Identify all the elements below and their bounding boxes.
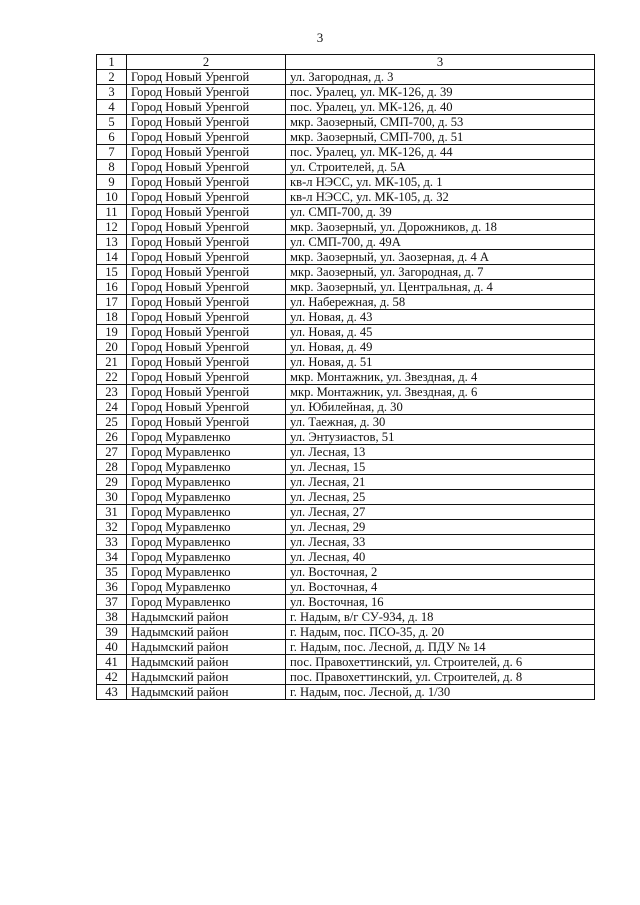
table-row [97,70,595,85]
row-number-cell: 28 [97,460,127,475]
address-cell: ул. Восточная, 2 [286,565,595,580]
address-cell: ул. Таежная, д. 30 [286,415,595,430]
address-cell: ул. Лесная, 27 [286,505,595,520]
page-number: 3 [316,30,324,45]
row-number-cell: 27 [97,445,127,460]
row-number-cell: 8 [97,160,127,175]
district-cell: Надымский район [127,640,286,655]
header-col-2: 2 [127,55,286,70]
row-number-cell: 13 [97,235,127,250]
row-number-cell: 37 [97,595,127,610]
address-cell: ул. Восточная, 16 [286,595,595,610]
address-cell: ул. Юбилейная, д. 30 [286,400,595,415]
row-number-cell: 19 [97,325,127,340]
row-number-cell: 24 [97,400,127,415]
address-cell: мкр. Заозерный, ул. Дорожников, д. 18 [286,220,595,235]
district-cell: Город Новый Уренгой [127,250,286,265]
district-cell: Город Новый Уренгой [127,115,286,130]
district-cell: Город Новый Уренгой [127,235,286,250]
address-cell: г. Надым, пос. Лесной, д. ПДУ № 14 [286,640,595,655]
table-row [97,685,595,700]
row-number-cell: 9 [97,175,127,190]
table-row [97,100,595,115]
address-cell: ул. СМП-700, д. 39 [286,205,595,220]
table-row [97,85,595,100]
address-cell: пос. Уралец, ул. МК-126, д. 40 [286,100,595,115]
table-row [97,115,595,130]
table-row [97,445,595,460]
row-number-cell: 14 [97,250,127,265]
district-cell: Город Новый Уренгой [127,100,286,115]
address-cell: пос. Уралец, ул. МК-126, д. 39 [286,85,595,100]
row-number-cell: 41 [97,655,127,670]
district-cell: Город Новый Уренгой [127,415,286,430]
row-number-cell: 7 [97,145,127,160]
row-number-cell: 15 [97,265,127,280]
district-cell: Город Новый Уренгой [127,145,286,160]
address-cell: ул. Новая, д. 45 [286,325,595,340]
row-number-cell: 12 [97,220,127,235]
table-row [97,535,595,550]
table-row [97,310,595,325]
row-number-cell: 33 [97,535,127,550]
table-row [97,670,595,685]
table-row [97,130,595,145]
table-row [97,235,595,250]
address-cell: ул. Лесная, 33 [286,535,595,550]
address-cell: ул. Лесная, 13 [286,445,595,460]
table-row [97,385,595,400]
table-row [97,220,595,235]
row-number-cell: 18 [97,310,127,325]
row-number-cell: 23 [97,385,127,400]
row-number-cell: 39 [97,625,127,640]
address-cell: ул. Лесная, 40 [286,550,595,565]
table-row [97,340,595,355]
table-row [97,400,595,415]
district-cell: Город Муравленко [127,490,286,505]
row-number-cell: 25 [97,415,127,430]
header-col-3: 3 [286,55,595,70]
address-cell: ул. Лесная, 29 [286,520,595,535]
district-cell: Город Новый Уренгой [127,265,286,280]
address-cell: мкр. Заозерный, ул. Заозерная, д. 4 А [286,250,595,265]
table-row [97,190,595,205]
district-cell: Город Новый Уренгой [127,355,286,370]
table-row [97,280,595,295]
table-row [97,550,595,565]
table-row [97,370,595,385]
address-cell: ул. Лесная, 25 [286,490,595,505]
district-cell: Город Муравленко [127,550,286,565]
table-row [97,415,595,430]
address-cell: мкр. Заозерный, ул. Центральная, д. 4 [286,280,595,295]
row-number-cell: 40 [97,640,127,655]
district-cell: Надымский район [127,655,286,670]
row-number-cell: 35 [97,565,127,580]
address-cell: г. Надым, пос. ПСО-35, д. 20 [286,625,595,640]
district-cell: Город Новый Уренгой [127,220,286,235]
table-row [97,475,595,490]
district-cell: Город Новый Уренгой [127,340,286,355]
header-row [97,55,595,70]
district-cell: Город Муравленко [127,595,286,610]
row-number-cell: 43 [97,685,127,700]
table-row [97,355,595,370]
address-cell: мкр. Заозерный, СМП-700, д. 51 [286,130,595,145]
address-cell: ул. СМП-700, д. 49А [286,235,595,250]
district-cell: Город Муравленко [127,460,286,475]
district-cell: Надымский район [127,625,286,640]
address-table [96,54,595,700]
address-cell: мкр. Заозерный, СМП-700, д. 53 [286,115,595,130]
row-number-cell: 31 [97,505,127,520]
table-row [97,520,595,535]
table-row [97,250,595,265]
address-cell: мкр. Монтажник, ул. Звездная, д. 4 [286,370,595,385]
address-cell: пос. Правохеттинский, ул. Строителей, д. 6 [286,655,595,670]
row-number-cell: 16 [97,280,127,295]
table-row [97,490,595,505]
table-row [97,145,595,160]
table-row [97,640,595,655]
row-number-cell: 5 [97,115,127,130]
address-cell: кв-л НЭСС, ул. МК-105, д. 1 [286,175,595,190]
district-cell: Город Новый Уренгой [127,370,286,385]
row-number-cell: 32 [97,520,127,535]
table-row [97,625,595,640]
table-row [97,505,595,520]
district-cell: Надымский район [127,685,286,700]
district-cell: Город Муравленко [127,565,286,580]
district-cell: Город Новый Уренгой [127,130,286,145]
table-row [97,175,595,190]
district-cell: Город Муравленко [127,535,286,550]
district-cell: Город Муравленко [127,475,286,490]
table-row [97,325,595,340]
table-row [97,265,595,280]
district-cell: Город Новый Уренгой [127,175,286,190]
row-number-cell: 38 [97,610,127,625]
row-number-cell: 10 [97,190,127,205]
address-cell: ул. Новая, д. 51 [286,355,595,370]
district-cell: Город Муравленко [127,520,286,535]
address-cell: ул. Новая, д. 43 [286,310,595,325]
address-cell: ул. Лесная, 15 [286,460,595,475]
address-cell: кв-л НЭСС, ул. МК-105, д. 32 [286,190,595,205]
district-cell: Город Муравленко [127,430,286,445]
district-cell: Надымский район [127,670,286,685]
district-cell: Город Новый Уренгой [127,385,286,400]
table-header [97,55,595,70]
address-cell: ул. Новая, д. 49 [286,340,595,355]
table-row [97,580,595,595]
row-number-cell: 2 [97,70,127,85]
row-number-cell: 6 [97,130,127,145]
row-number-cell: 20 [97,340,127,355]
row-number-cell: 30 [97,490,127,505]
address-cell: ул. Восточная, 4 [286,580,595,595]
district-cell: Город Муравленко [127,505,286,520]
row-number-cell: 22 [97,370,127,385]
row-number-cell: 36 [97,580,127,595]
table-body [97,70,595,700]
district-cell: Город Новый Уренгой [127,325,286,340]
address-cell: пос. Правохеттинский, ул. Строителей, д. 8 [286,670,595,685]
district-cell: Город Новый Уренгой [127,400,286,415]
header-col-1: 1 [97,55,127,70]
address-cell: мкр. Заозерный, ул. Загородная, д. 7 [286,265,595,280]
district-cell: Город Новый Уренгой [127,280,286,295]
address-cell: г. Надым, в/г СУ-934, д. 18 [286,610,595,625]
table-row [97,295,595,310]
district-cell: Город Муравленко [127,580,286,595]
table-row [97,205,595,220]
district-cell: Город Новый Уренгой [127,160,286,175]
district-cell: Надымский район [127,610,286,625]
row-number-cell: 11 [97,205,127,220]
table-row [97,595,595,610]
row-number-cell: 4 [97,100,127,115]
row-number-cell: 21 [97,355,127,370]
address-cell: ул. Набережная, д. 58 [286,295,595,310]
row-number-cell: 42 [97,670,127,685]
district-cell: Город Муравленко [127,445,286,460]
address-cell: мкр. Монтажник, ул. Звездная, д. 6 [286,385,595,400]
row-number-cell: 29 [97,475,127,490]
address-cell: ул. Энтузиастов, 51 [286,430,595,445]
table-row [97,565,595,580]
district-cell: Город Новый Уренгой [127,310,286,325]
row-number-cell: 34 [97,550,127,565]
table-row [97,430,595,445]
address-cell: ул. Загородная, д. 3 [286,70,595,85]
table-row [97,460,595,475]
address-cell: ул. Строителей, д. 5А [286,160,595,175]
district-cell: Город Новый Уренгой [127,85,286,100]
table-row [97,160,595,175]
address-cell: г. Надым, пос. Лесной, д. 1/30 [286,685,595,700]
district-cell: Город Новый Уренгой [127,190,286,205]
district-cell: Город Новый Уренгой [127,295,286,310]
address-cell: ул. Лесная, 21 [286,475,595,490]
row-number-cell: 3 [97,85,127,100]
address-cell: пос. Уралец, ул. МК-126, д. 44 [286,145,595,160]
district-cell: Город Новый Уренгой [127,70,286,85]
table-row [97,610,595,625]
row-number-cell: 26 [97,430,127,445]
table-row [97,655,595,670]
row-number-cell: 17 [97,295,127,310]
district-cell: Город Новый Уренгой [127,205,286,220]
